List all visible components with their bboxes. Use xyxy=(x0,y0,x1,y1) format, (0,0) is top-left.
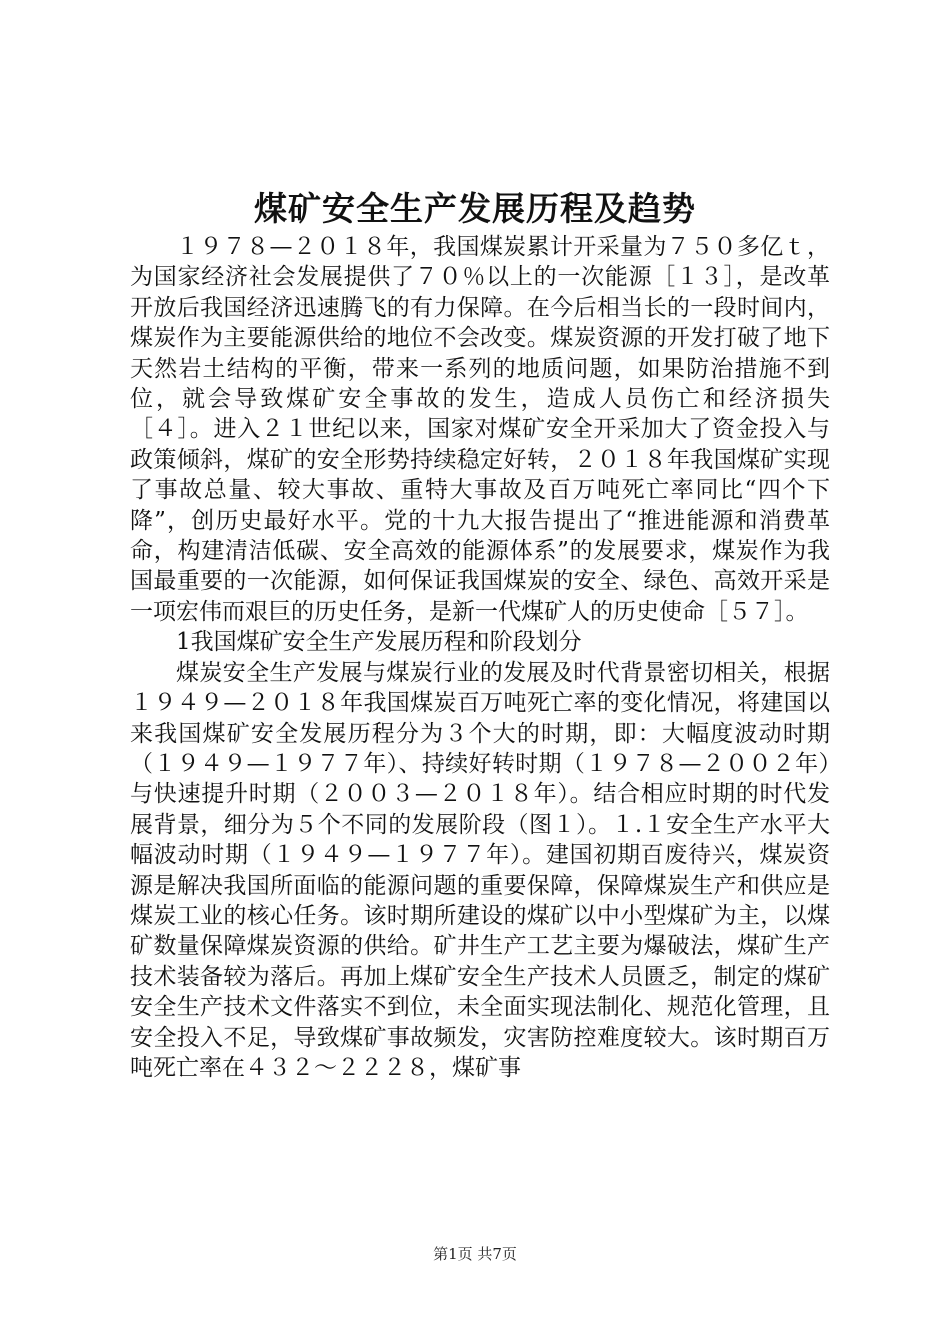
page-footer: 第1页 共7页 xyxy=(433,1245,517,1263)
paragraph-history: 煤炭安全生产发展与煤炭行业的发展及时代背景密切相关，根据１９４９—２０１８年我国煤炭百万吨死亡率的变化情况，将建国以来我国煤矿安全发展历程分为３个大的时期，即：大幅度波动时期（１９４９—１９７７年）、持续好转时期（１９７８—２００２年）与快速提升时期（２００３—２０１８年）。结合相应时期的时代发展背景，细分为５个不同的发展阶段（图１）。１.１安全生产水平大幅波动时期（１９４９—１９７７年）。建国初期百废待兴，煤炭资源是解决我国所面临的能源问题的重要保障，保障煤炭生产和供应是煤炭工业的核心任务。该时期所建设的煤矿以中小型煤矿为主，以煤矿数量保障煤炭资源的供给。矿井生产工艺主要为爆破法，煤矿生产技术装备较为落后。再加上煤矿安全生产技术人员匮乏，制定的煤矿安全生产技术文件落实不到位，未全面实现法制化、规范化管理，且安全投入不足，导致煤矿事故频发，灾害防控难度较大。该时期百万吨死亡率在４３２～２２２８，煤矿事 xyxy=(130,659,830,1081)
document-body xyxy=(130,232,830,1083)
document-title: 煤矿安全生产发展历程及趋势 xyxy=(254,189,696,228)
paragraph-intro: １９７８—２０１８年，我国煤炭累计开采量为７５０多亿ｔ，为国家经济社会发展提供了７０％以上的一次能源［１３］，是改革开放后我国经济迅速腾飞的有力保障。在今后相当长的一段时间内，煤炭作为主要能源供给的地位不会改变。煤炭资源的开发打破了地下天然岩土结构的平衡，带来一系列的地质问题，如果防治措施不到位，就会导致煤矿安全事故的发生，造成人员伤亡和经济损失［４］。进入２１世纪以来，国家对煤矿安全开采加大了资金投入与政策倾斜，煤矿的安全形势持续稳定好转，２０１８年我国煤矿实现了事故总量、较大事故、重特大事故及百万吨死亡率同比“四个下降”，创历史最好水平。党的十九大报告提出了“推进能源和消费革命，构建清洁低碳、安全高效的能源体系”的发展要求，煤炭作为我国最重要的一次能源，如何保证我国煤炭的安全、绿色、高效开采是一项宏伟而艰巨的历史任务，是新一代煤矿人的历史使命［５７］。 xyxy=(130,234,830,625)
section-heading: 1我国煤矿安全生产发展历程和阶段划分 xyxy=(176,629,582,656)
